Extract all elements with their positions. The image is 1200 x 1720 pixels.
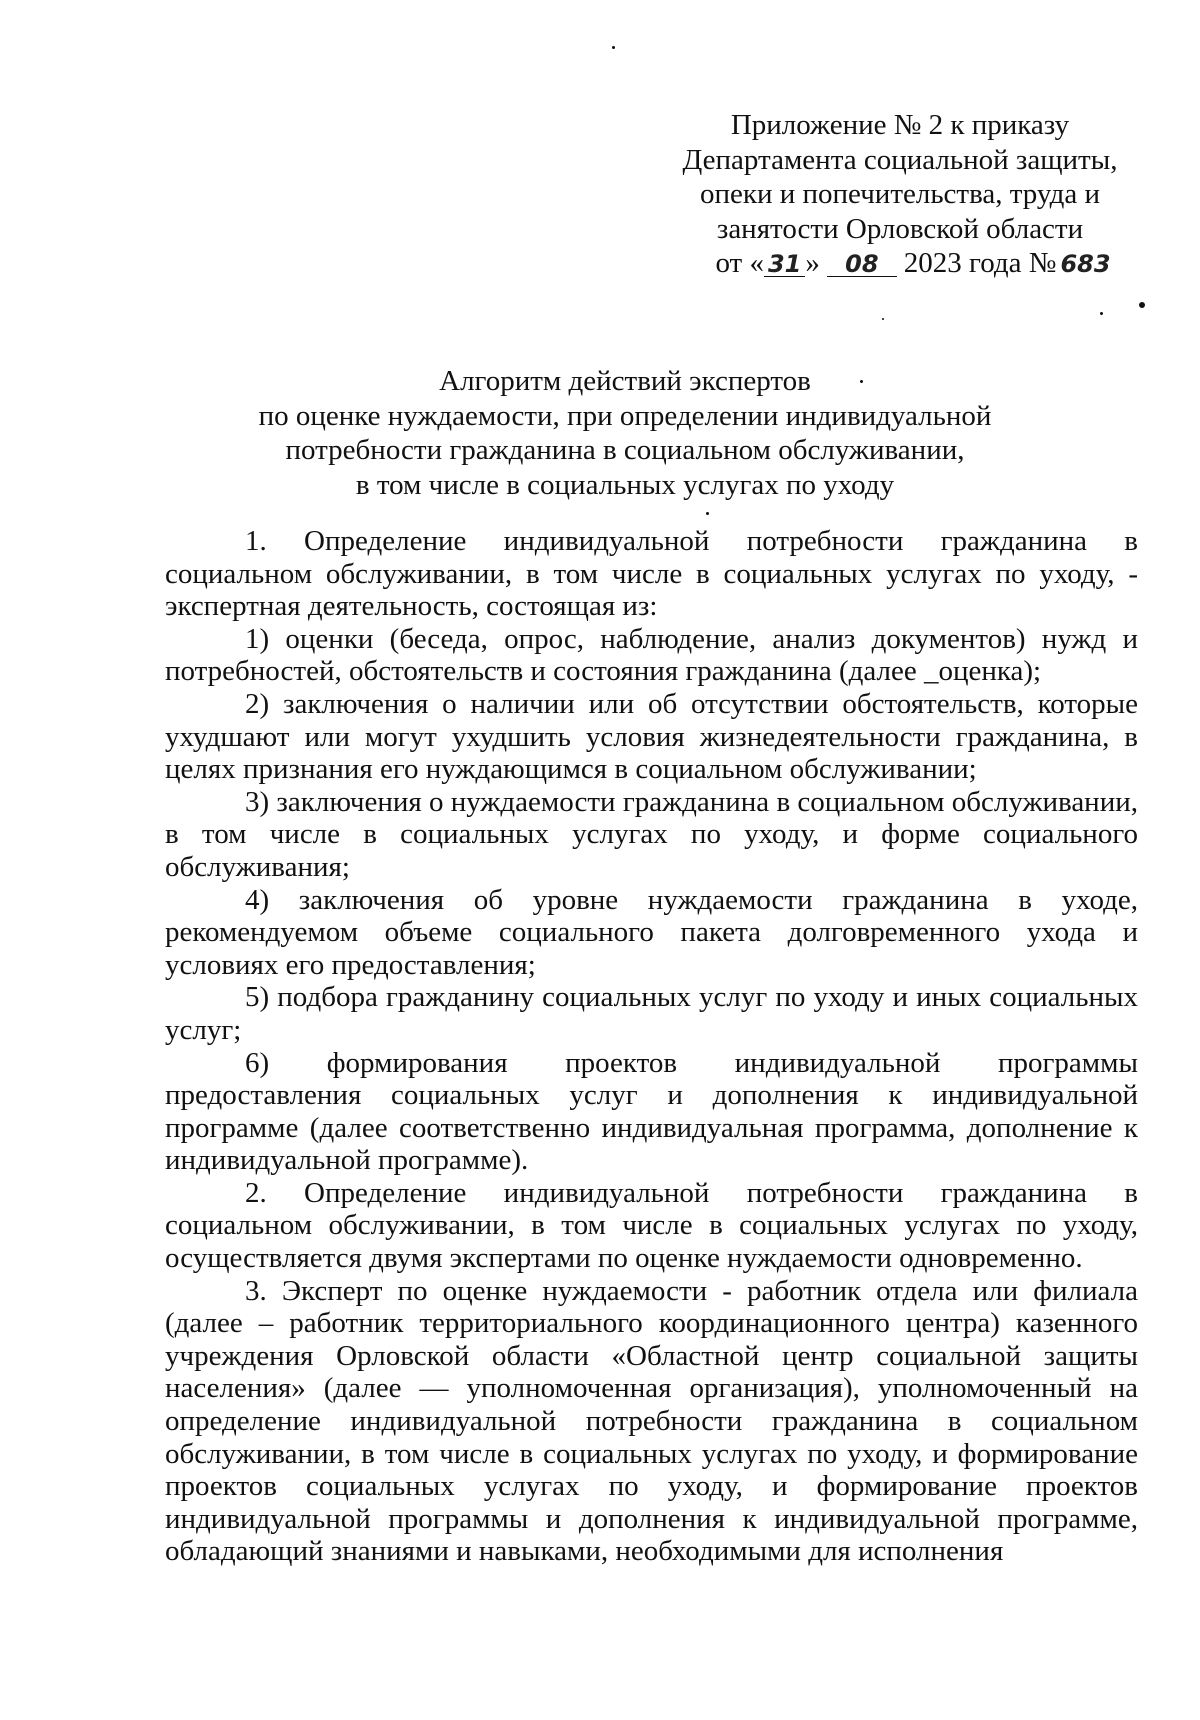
title-line-1: Алгоритм действий экспертов bbox=[439, 365, 811, 397]
scan-speck bbox=[882, 318, 884, 320]
scan-speck bbox=[860, 380, 863, 383]
order-number-handwritten: 683 bbox=[1060, 250, 1111, 278]
date-year-text: 2023 года № bbox=[903, 247, 1057, 279]
date-day-handwritten: 31 bbox=[764, 252, 805, 277]
header-line-2: Департамента социальной защиты, bbox=[682, 143, 1118, 176]
paragraph-1-item-1: 1) оценки (беседа, опрос, наблюдение, анализ документов) нужд и потребностей, обстоятельств и состояния гражданина (далее _оценка); bbox=[165, 622, 1138, 688]
scan-speck bbox=[706, 512, 709, 515]
header-line-4: занятости Орловской области bbox=[716, 212, 1084, 245]
title-line-4: в том числе в социальных услугах по уходу bbox=[355, 468, 895, 501]
paragraph-1: 1. Определение индивидуальной потребности гражданина в социальном обслуживании, в том числе в социальных услугах по уходу, - экспертная деятельность, состоящая из: bbox=[165, 525, 1138, 623]
header-line-1: Приложение № 2 к приказу bbox=[730, 109, 1070, 141]
date-prefix: от « bbox=[715, 247, 764, 279]
paragraph-1-item-6: 6) формирования проектов индивидуальной программы предоставления социальных услуг и дополнения к индивидуальной программе (далее соответственно индивидуальная программа, дополнение к индивидуальной программе). bbox=[165, 1046, 1138, 1177]
date-mid: » bbox=[805, 247, 820, 279]
date-month-handwritten: 08 bbox=[827, 252, 896, 277]
header-line-3: опеки и попечительства, труда и bbox=[700, 178, 1100, 210]
paragraph-1-item-2: 2) заключения о наличии или об отсутствии обстоятельств, которые ухудшают или могут ухудшить условия жизнедеятельности гражданина, в целях признания его нуждающимся в социальном обслуживании; bbox=[165, 687, 1138, 786]
header-date-line bbox=[665, 246, 1135, 281]
paragraph-1-item-3: 3) заключения о нуждаемости гражданина в социальном обслуживании, в том числе в социальных услугах по уходу, и форме социального обслуживания; bbox=[165, 785, 1138, 883]
document-body bbox=[165, 525, 1138, 1568]
scan-speck bbox=[1100, 312, 1103, 315]
title-line-3: потребности гражданина в социальном обслуживании, bbox=[285, 434, 965, 466]
scan-speck bbox=[1139, 302, 1145, 308]
scan-speck bbox=[612, 46, 615, 49]
paragraph-1-item-4: 4) заключения об уровне нуждаемости гражданина в уходе, рекомендуемом объеме социального пакета долговременного ухода и условиях его предоставления; bbox=[165, 883, 1138, 981]
document-title bbox=[180, 364, 1070, 502]
title-line-2: по оценке нуждаемости, при определении индивидуальной bbox=[258, 399, 992, 432]
paragraph-2: 2. Определение индивидуальной потребности гражданина в социальном обслуживании, в том числе в социальных услугах по уходу, осуществляется двумя экспертами по оценке нуждаемости одновременно. bbox=[165, 1176, 1138, 1275]
paragraph-1-item-5: 5) подбора гражданину социальных услуг по уходу и иных социальных услуг; bbox=[165, 981, 1138, 1046]
paragraph-3: 3. Эксперт по оценке нуждаемости - работник отдела или филиала (далее – работник территориального координационного центра) казенного учреждения Орловской области «Областной центр социальной защиты населения» (далее — уполномоченная организация), уполномоченный на определение индивидуальной потребности гражданина в социальном обслуживании, в том числе в социальных услугах по уходу, и формирование проектов социальных услугах по уходу, и формирование проектов индивидуальной программы и дополнения к индивидуальной программе, обладающий знаниями и навыками, необходимыми для исполнения bbox=[165, 1274, 1138, 1568]
order-appendix-header bbox=[665, 108, 1135, 281]
